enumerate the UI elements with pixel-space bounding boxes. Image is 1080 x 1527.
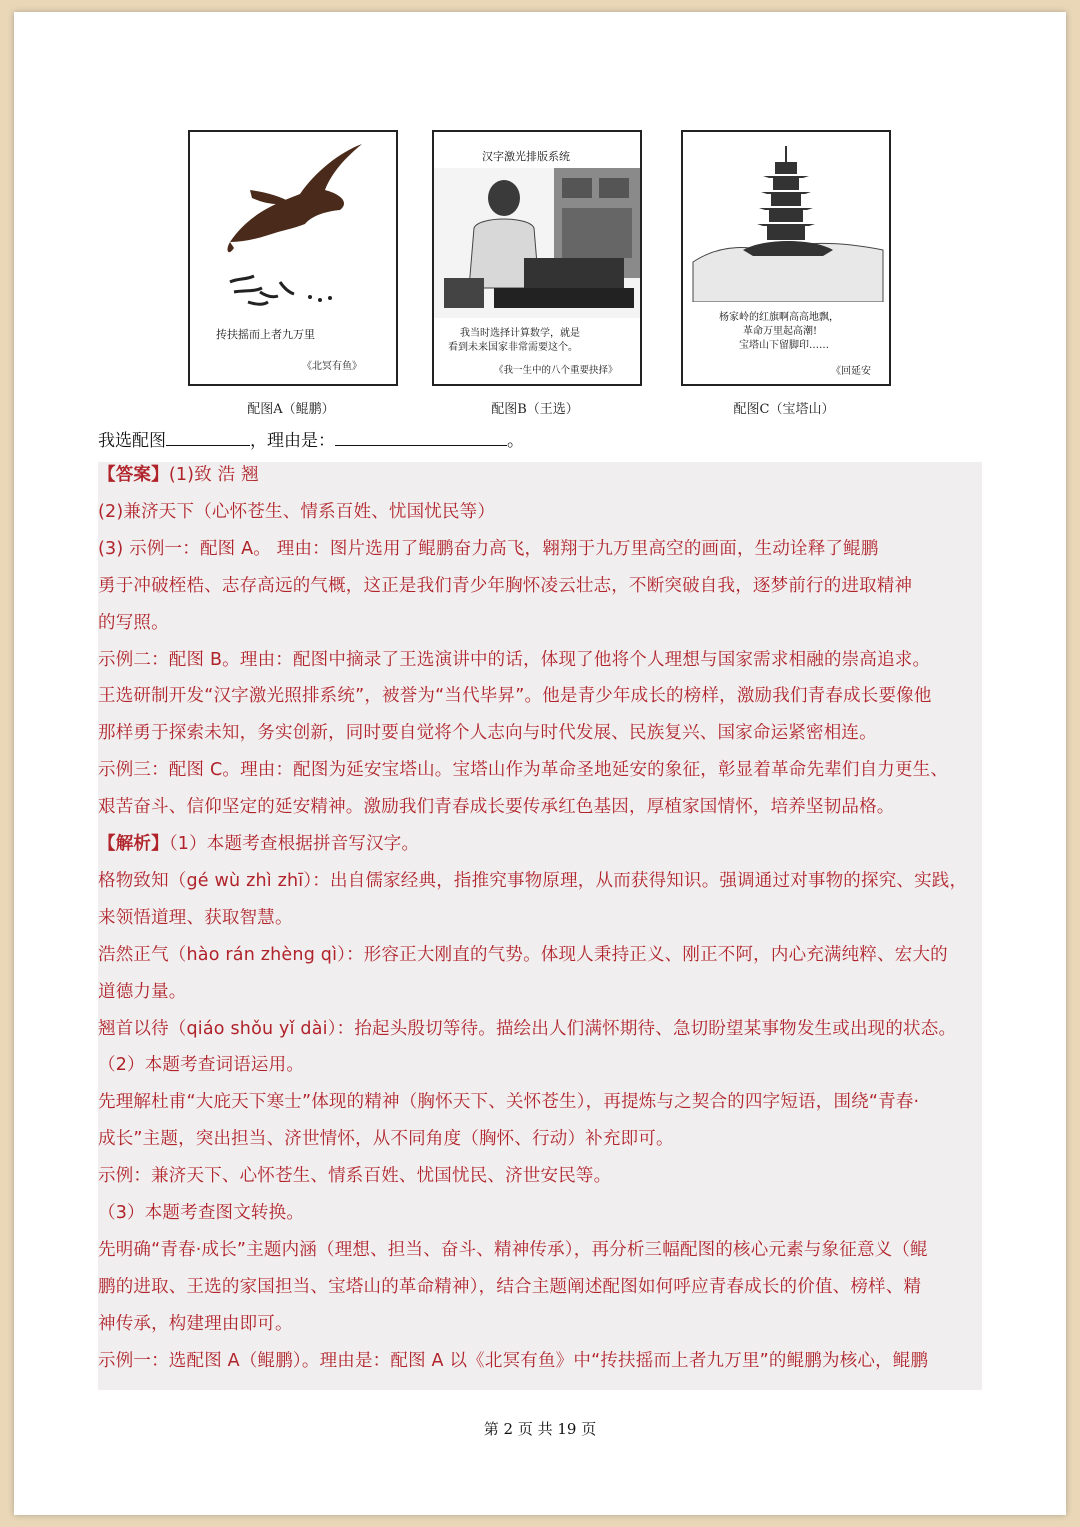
answer-line — [98, 1163, 611, 1189]
answer-line — [98, 1237, 928, 1263]
answer-line-text: （1）本题考查根据拼音写汉字。 — [168, 834, 420, 854]
figure-c-quote-line-2: 革命万里起高潮! — [743, 326, 818, 337]
answer-line — [98, 794, 895, 820]
answer-line — [98, 647, 930, 673]
document-page — [14, 12, 1066, 1515]
answer-line — [98, 720, 877, 746]
answer-line — [98, 1274, 921, 1300]
figure-b-caption: 配图B（王选） — [491, 402, 579, 417]
figure-b-source: 《我一生中的八个重要抉择》 — [494, 365, 618, 376]
figure-b-quote-line-1: 我当时选择计算数学，就是 — [460, 328, 580, 339]
answer-line-text: 示例：兼济天下、心怀苍生、情系百姓、忧国忧民、济世安民等。 — [98, 1166, 612, 1187]
pagoda-illustration — [683, 132, 889, 302]
figure-a-quote: 抟扶摇而上者九万里 — [216, 328, 315, 341]
figure-b-quote-line-2: 看到未来国家非常需要这个。 — [448, 342, 578, 353]
section-tag: 【解析】 — [98, 834, 169, 854]
answer-line-text: 示例一：选配图 A（鲲鹏）。理由是：配图 A 以《北冥有鱼》中“抟扶摇而上者九万里”的鲲鹏为核心，鲲鹏 — [98, 1350, 929, 1371]
eagle-illustration — [190, 132, 396, 312]
figure-c-quote-line-3: 宝塔山下留脚印…… — [739, 340, 829, 351]
prompt-part-1: 我选配图 — [98, 431, 166, 451]
reason-blank[interactable] — [335, 429, 507, 446]
answer-line-text: 来领悟道理、获取智慧。 — [98, 907, 293, 928]
figure-a-source: 《北冥有鱼》 — [302, 361, 362, 372]
section-tag: 【答案】 — [98, 465, 169, 485]
figure-c-quote-line-1: 杨家岭的红旗啊高高地飘， — [719, 312, 839, 323]
answer-line — [98, 610, 169, 636]
wang-xuan-photo — [434, 168, 640, 318]
answer-line — [98, 757, 948, 783]
answer-line-text: 艰苦奋斗、信仰坚定的延安精神。激励我们青春成长要传承红色基因，厚植家国情怀，培养坚韧品格。 — [98, 797, 895, 818]
answer-line — [98, 979, 187, 1005]
prompt-part-3: 。 — [507, 431, 524, 451]
prompt-part-2: ，理由是： — [250, 431, 335, 451]
answer-line — [98, 573, 912, 599]
answer-line — [98, 868, 967, 894]
answer-line-text: 翘首以待（qiáo shǒu yǐ dài）：抬起头殷切等待。描绘出人们满怀期待、急切盼望某事物发生或出现的状态。 — [98, 1018, 957, 1039]
answer-line — [98, 1348, 928, 1374]
answer-line-text: 格物致知（gé wù zhì zhī）：出自儒家经典，指推究事物原理，从而获得知识。强调通过对事物的探究、实践， — [98, 870, 968, 891]
figure-a-card — [188, 130, 398, 386]
answer-line — [98, 1200, 304, 1226]
answer-line-text: （2）本题考查词语运用。 — [98, 1055, 305, 1076]
answer-line-text: 浩然正气（hào rán zhèng qì）：形容正大刚直的气势。体现人秉持正义、刚正不阿，内心充满纯粹、宏大的 — [98, 944, 948, 965]
question-prompt — [98, 426, 524, 451]
page-footer: 第 2 页 共 19 页 — [483, 1420, 597, 1438]
answer-line-text: 的写照。 — [98, 612, 169, 633]
answer-line-text: (3) 示例一：配图 A。 理由：图片选用了鲲鹏奋力高飞，翱翔于九万里高空的画面，生动诠释了鲲鹏 — [98, 538, 879, 559]
answer-line — [98, 536, 879, 562]
answer-line — [98, 1016, 956, 1042]
answer-line — [98, 499, 495, 525]
answer-line-text: 那样勇于探索未知，务实创新，同时要自觉将个人志向与时代发展、民族复兴、国家命运紧密相连。 — [98, 723, 877, 744]
answer-line-text: （3）本题考查图文转换。 — [98, 1203, 305, 1223]
answer-line-text: 先理解杜甫“大庇天下寒士”体现的精神（胸怀天下、关怀苍生），再提炼与之契合的四字短语，围绕“青春· — [98, 1092, 920, 1113]
answer-line-text: (2)兼济天下（心怀苍生、情系百姓、忧国忧民等） — [98, 501, 496, 522]
figure-c-caption: 配图C（宝塔山） — [733, 402, 835, 417]
answer-line-text: 勇于冲破桎梏、志存高远的气概，这正是我们青少年胸怀凌云壮志，不断突破自我，逐梦前行的进取精神 — [98, 575, 913, 596]
answer-line-text: 先明确“青春·成长”主题内涵（理想、担当、奋斗、精神传承），再分析三幅配图的核心元素与象征意义（鲲 — [98, 1239, 928, 1260]
answer-line-text: 示例三：配图 C。理由：配图为延安宝塔山。宝塔山作为革命圣地延安的象征，彰显着革命先辈们自力更生、 — [98, 760, 949, 781]
answer-line — [98, 1089, 919, 1115]
answer-line-text: 示例二：配图 B。理由：配图中摘录了王选演讲中的话，体现了他将个人理想与国家需求相融的崇高追求。 — [98, 649, 931, 670]
figure-b-title: 汉字激光排版系统 — [482, 150, 570, 163]
answer-line — [98, 1126, 674, 1152]
answer-line-text: 神传承，构建理由即可。 — [98, 1313, 293, 1334]
answer-line-text: (1)致 浩 翘 — [168, 465, 259, 485]
answer-line — [98, 683, 932, 709]
answer-line-text: 成长”主题，突出担当、济世情怀，从不同角度（胸怀、行动）补充即可。 — [98, 1129, 674, 1150]
answer-line — [98, 831, 419, 857]
figure-a-caption: 配图A（鲲鹏） — [247, 402, 335, 417]
figure-c-card — [681, 130, 891, 386]
answer-line — [98, 1311, 293, 1337]
figure-choice-blank[interactable] — [166, 429, 250, 446]
figure-b-card — [432, 130, 642, 386]
answer-line-text: 鹏的进取、王选的家国担当、宝塔山的革命精神），结合主题阐述配图如何呼应青春成长的价值、榜样、精 — [98, 1276, 922, 1297]
figure-c-source: 《回延安 — [831, 366, 871, 377]
answer-line-text: 王选研制开发“汉字激光照排系统”，被誉为“当代毕昇”。他是青少年成长的榜样，激励我们青春成长要像他 — [98, 686, 932, 707]
answer-line — [98, 942, 948, 968]
answer-line — [98, 905, 293, 931]
answer-line — [98, 462, 259, 488]
answer-line-text: 道德力量。 — [98, 981, 187, 1002]
answer-line — [98, 1052, 304, 1078]
